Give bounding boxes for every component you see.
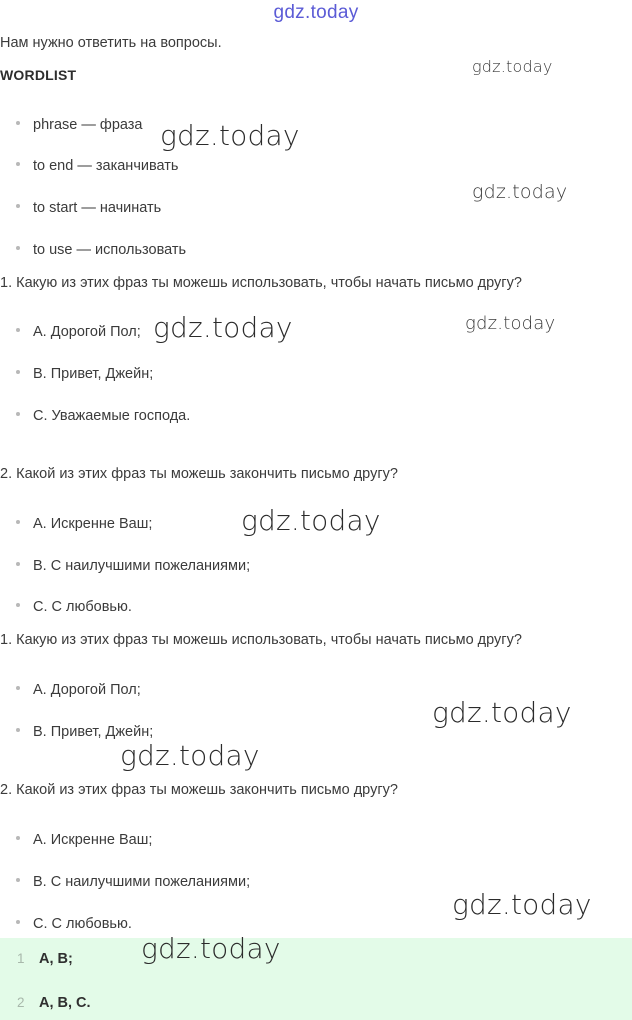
bullet-icon — [16, 162, 20, 166]
answer-text: A, B, C. — [38, 995, 91, 1011]
bullet-icon — [16, 204, 20, 208]
option-item — [16, 874, 250, 890]
answer-row — [17, 994, 91, 1012]
option-item — [16, 366, 153, 382]
bullet-icon — [16, 121, 20, 125]
watermark: gdz.today — [452, 888, 592, 921]
bullet-icon — [16, 520, 20, 524]
option-item — [16, 916, 132, 932]
option-text: B. С наилучшими пожеланиями; — [33, 874, 251, 890]
watermark: gdz.today — [432, 696, 572, 729]
bullet-icon — [16, 728, 20, 732]
option-item — [16, 682, 141, 698]
option-item — [16, 724, 153, 740]
answer-block — [0, 938, 632, 1020]
option-item — [16, 408, 190, 424]
wordlist-item — [16, 117, 143, 133]
question-2-repeat: 2. Какой из этих фраз ты можешь закончить письмо другу? — [0, 782, 398, 798]
option-text: A. Дорогой Пол; — [33, 682, 141, 698]
bullet-icon — [16, 246, 20, 250]
intro-text: Нам нужно ответить на вопросы. — [0, 35, 222, 51]
watermark: gdz.today — [472, 181, 568, 203]
watermark: gdz.today — [465, 313, 556, 334]
option-text: C. С любовью. — [33, 916, 132, 932]
wordlist-item-text: to end — заканчивать — [33, 158, 179, 174]
wordlist-item — [16, 200, 161, 216]
option-text: B. Привет, Джейн; — [33, 724, 154, 740]
option-text: C. Уважаемые господа. — [33, 408, 191, 424]
option-item — [16, 599, 132, 615]
watermark: gdz.today — [472, 57, 553, 76]
bullet-icon — [16, 686, 20, 690]
answer-number: 1 — [17, 951, 25, 966]
option-item — [16, 558, 250, 574]
answer-text: A, B; — [38, 951, 73, 967]
watermark: gdz.today — [141, 932, 281, 965]
wordlist-item-text: to start — начинать — [33, 200, 162, 216]
bullet-icon — [16, 836, 20, 840]
bullet-icon — [16, 412, 20, 416]
bullet-icon — [16, 370, 20, 374]
option-text: B. С наилучшими пожеланиями; — [33, 558, 251, 574]
answer-number: 2 — [17, 995, 25, 1010]
question-1-repeat: 1. Какую из этих фраз ты можешь использовать, чтобы начать письмо другу? — [0, 632, 522, 648]
wordlist-item-text: phrase — фраза — [33, 117, 143, 133]
question-2: 2. Какой из этих фраз ты можешь закончить письмо другу? — [0, 466, 398, 482]
wordlist-heading: WORDLIST — [0, 67, 77, 83]
option-text: A. Искренне Ваш; — [33, 832, 153, 848]
option-text: C. С любовью. — [33, 599, 132, 615]
option-item — [16, 516, 152, 532]
answer-row — [17, 950, 73, 968]
bullet-icon — [16, 603, 20, 607]
wordlist-item — [16, 242, 186, 258]
option-text: A. Искренне Ваш; — [33, 516, 153, 532]
wordlist-item-text: to use — использовать — [33, 242, 187, 258]
option-text: A. Дорогой Пол; — [33, 324, 141, 340]
question-1: 1. Какую из этих фраз ты можешь использовать, чтобы начать письмо другу? — [0, 275, 522, 291]
watermark: gdz.today — [120, 739, 260, 772]
option-item — [16, 324, 141, 340]
watermark: gdz.today — [153, 311, 293, 344]
bullet-icon — [16, 328, 20, 332]
bullet-icon — [16, 920, 20, 924]
option-text: B. Привет, Джейн; — [33, 366, 154, 382]
site-logo[interactable]: gdz.today — [273, 2, 359, 23]
bullet-icon — [16, 878, 20, 882]
wordlist-item — [16, 158, 178, 174]
option-item — [16, 832, 152, 848]
watermark: gdz.today — [160, 119, 300, 152]
bullet-icon — [16, 562, 20, 566]
watermark: gdz.today — [241, 504, 381, 537]
